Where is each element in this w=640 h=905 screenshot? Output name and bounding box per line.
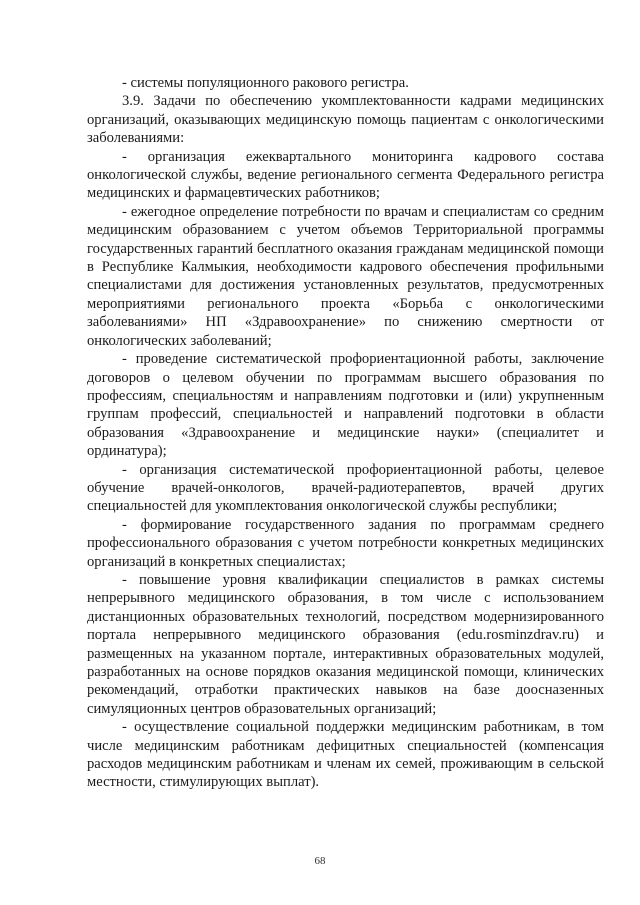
- paragraph-qualification-item: - повышение уровня квалификации специалистов в рамках системы непрерывного медицинского образования, в том числе с использованием дистанционных образовательных технологий, посредством модернизированного портала непрерывного медицинского образования (edu.rosminzdrav.ru) и размещенных на указанном портале, интерактивных образовательных модулей, разработанных на основе порядков оказания медицинской помощи, клинических рекомендаций, отработки практических навыков на базе доосназенных симуляционных центров образовательных организаций;: [87, 571, 604, 717]
- paragraph-career-guidance-item: - проведение систематической профориентационной работы, заключение договоров о целевом обучении по программам высшего образования по профессиям, специальностям и направлениям подготовки и (или) укрупненным группам профессий, специальностей и направлений подготовки в области образования «Здравоохранение и медицинские науки» (специалитет и ординатура);: [87, 351, 604, 460]
- paragraph-state-assignment-item: - формирование государственного задания по программам среднего профессионального образования с учетом потребности конкретных медицинских организаций в конкретных специалистах;: [87, 516, 604, 570]
- paragraph-targeted-training-item: - организация систематической профориентационной работы, целевое обучение врачей-онкологов, врачей-радиотерапевтов, врачей других специальностей для укомплектования онкологической службы республики;: [87, 461, 604, 515]
- paragraph-monitoring-item: - организация ежеквартального мониторинга кадрового состава онкологической службы, ведение регионального сегмента Федерального регистра медицинских и фармацевтических работников;: [87, 148, 604, 202]
- paragraph-demand-item: - ежегодное определение потребности по врачам и специалистам со средним медицинским образованием с учетом объемов Территориальной программы государственных гарантий бесплатного оказания гражданам медицинской помощи в Республике Калмыкия, необходимости кадрового обеспечения профильными специалистами для достижения установленных результатов, предусмотренных мероприятиями регионального проекта «Борьба с онкологическими заболеваниями» НП «Здравоохранение» по снижению смертности от онкологических заболеваний;: [87, 203, 604, 349]
- paragraph-registry-item: - системы популяционного ракового регистра.: [122, 75, 409, 91]
- paragraph-section-3-9-heading: 3.9. Задачи по обеспечению укомплектованности кадрами медицинских организаций, оказывающих медицинскую помощь пациентам с онкологическими заболеваниями:: [87, 93, 604, 147]
- body-text: [87, 74, 604, 792]
- page-number: 68: [314, 855, 326, 867]
- paragraph-social-support-item: - осуществление социальной поддержки медицинским работникам, в том числе медицинским работникам дефицитных специальностей (компенсация расходов медицинским работникам и членам их семей, проживающим в сельской местности, стимулирующих выплат).: [87, 719, 604, 791]
